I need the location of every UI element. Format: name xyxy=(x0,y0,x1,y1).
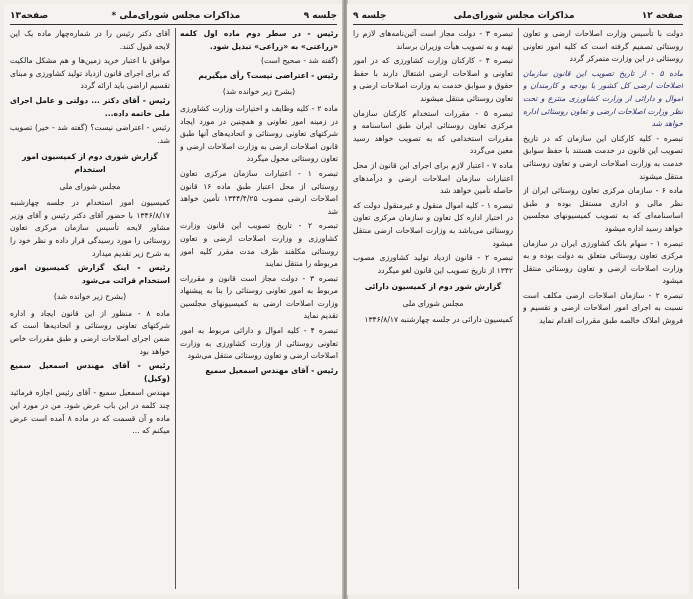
left-session-label: جلسه ۹ xyxy=(303,11,337,21)
note-text: تبصره ۱ - اعتبارات سازمان مرکزی تعاون روستائی از محل اعتبار طبق ماده ۱۶ قانون اصلاحات ارضی مصوب ۱۳۴۴/۴/۲۵ تأمین خواهد شد xyxy=(180,168,338,216)
section-heading: گزارش شور دوم از کمیسیون دارائی xyxy=(364,282,502,292)
right-page xyxy=(347,4,689,595)
note-text: تبصره ۲ - سازمان اصلاحات ارضی مکلف است نسبت به اجرای امور اصلاحات ارضی و تقسیم و فروش املاک خالصه طبق مقررات اقدام نماید xyxy=(523,290,683,326)
note-text: تبصره ۴ - کارکنان وزارت کشاورزی که در امور تعاونی و اصلاحات ارضی اشتغال دارند با حفظ حقوق و سوابق خدمت به وزارت اصلاحات ارضی و تعاون روستائی منتقل میشوند xyxy=(353,56,513,103)
speaker-line: رئیس - اینک گزارش کمیسیون امور استخدام قرائت می‌شود xyxy=(10,263,170,285)
right-page-column-left xyxy=(353,28,513,591)
left-page-column-right xyxy=(10,28,170,591)
note-text: تبصره ۲ - قانون ازدیاد تولید کشاورزی مصوب ۱۳۴۲ از تاریخ تصویب این قانون لغو میگردد xyxy=(353,253,513,275)
article-text: ماده ۷ - اعتبار لازم برای اجرای این قانون از محل اعتبارات سازمان اصلاحات ارضی و درآمدهای حاصله تأمین خواهد شد xyxy=(353,160,513,196)
paragraph: رئیس - اعتراضی نیست؟ (گفته شد - خیر) تصویب شد. xyxy=(10,123,170,145)
note-text: تبصره ۱ - سهام بانک کشاورزی ایران در سازمان مرکزی تعاون روستائی متعلق به دولت بوده و به وزارت اصلاحات ارضی و تعاون روستائی منتقل میشود xyxy=(523,238,683,286)
article-text-annotated: ماده ۵ - از تاریخ تصویب این قانون سازمان اصلاحات ارضی کل کشور با بودجه و کارمندان و اموال و دارائی از وزارت کشاورزی منتزع و تحت نظر وزارت اصلاحات ارضی و تعاون روستائی اداره خواهد شد xyxy=(523,68,683,129)
speaker-line: رئیس - آقای مهندس اسمعیل سمیع xyxy=(205,365,338,375)
note-text: تبصره ۲ - تاریخ تصویب این قانون وزارت کشاورزی و وزارت اصلاحات ارضی و تعاون روستائی مکلفند ظرف مدت مقرر کلیه امور مربوطه را منتقل نمایند xyxy=(180,221,338,269)
note-text: تبصره ۴ - کلیه اموال و دارائی مربوط به امور تعاونی روستائی از وزارت کشاورزی به وزارت اصلاحات ارضی و تعاون روستائی منتقل می‌شود xyxy=(180,326,338,361)
reading-note: (بشرح زیر خوانده شد) xyxy=(53,292,127,302)
note-text: تبصره ۳ - دولت مجاز است آئین‌نامه‌های لازم را تهیه و به تصویب هیأت وزیران برساند xyxy=(353,29,513,51)
speaker-line: رئیس - آقای دکتر ... دولتی و عامل اجرای ملی خاتمه داده... xyxy=(10,95,170,118)
left-page-header xyxy=(10,8,337,25)
left-page xyxy=(4,4,343,595)
right-session-label: جلسه ۹ xyxy=(353,11,387,21)
right-header-title: مذاکرات مجلس شورای‌ملی xyxy=(453,11,575,21)
right-page-column-right xyxy=(523,28,683,591)
paragraph: موافق با اعتبار خرید زمین‌ها و هم مشکل مالکیت که برای اجرای قانون ازدیاد تولید کشاورزی و مبنای تقسیم اراضی باید ارائه گردد xyxy=(10,56,170,91)
right-page-header xyxy=(353,8,683,25)
note-text: تبصره ۱ - کلیه اموال منقول و غیرمنقول دولت که در اختیار اداره کل تعاون و سازمان مرکزی تعاون روستائی می‌باشد به وزارت اصلاحات ارضی منتقل میشود xyxy=(353,200,513,248)
column-divider xyxy=(518,28,519,589)
article-text: ماده ۲ - کلیه وظایف و اختیارات وزارت کشاورزی در زمینه امور تعاونی و همچنین در مورد ایجاد شرکتهای تعاونی روستائی و اتحادیه‌های آنها طبق قانون اصلاحات ارضی به وزارت اصلاحات ارضی و تعاون روستائی محول میگردد xyxy=(180,103,338,164)
section-heading: گزارش شوری دوم از کمیسیون امور استخدام xyxy=(22,152,158,174)
right-page-number: صفحه ۱۲ xyxy=(641,11,683,21)
paragraph: (گفته شد - صحیح است) xyxy=(261,56,338,66)
left-header-title: مذاکرات مجلس شورای‌ملی * xyxy=(111,11,241,21)
speaker-line: رئیس - اعتراضی نیست؟ رأی میگیریم xyxy=(198,70,338,80)
speaker-line: رئیس - آقای مهندس اسمعیل سمیع (وکیل) xyxy=(10,361,170,383)
speaker-line: رئیس - در سطر دوم ماده اول کلمه «زراعتی» به «زراعی» تبدیل شود. xyxy=(180,29,338,51)
paragraph: کمیسیون امور استخدام در جلسه چهارشنبه ۱۳۴۶/۸/۱۷ با حضور آقای دکتر رئیس و آقای وزیر مشاور لایحه تأسیس سازمان مرکزی تعاون روستائی را مورد رسیدگی قرار داده و نظر خود را به شرح زیر تقدیم میدارد xyxy=(10,198,170,258)
note-text: تبصره - کلیه کارکنان این سازمان که در تاریخ تصویب این قانون در خدمت هستند با حفظ سوابق خدمت به وزارت اصلاحات ارضی و تعاون روستائی منتقل میشوند xyxy=(523,133,683,181)
reading-note: (بشرح زیر خوانده شد) xyxy=(222,87,296,97)
paragraph: کمیسیون دارائی در جلسه چهارشنبه ۱۳۴۶/۸/۱۷ xyxy=(364,315,513,325)
note-text: تبصره ۳ - دولت مجاز است قانون و مقررات مربوط به امور تعاونی روستائی را بنا به پیشنهاد وزارت اصلاحات ارضی به کمیسیونهای مجلسین تقدیم نماید xyxy=(180,273,338,321)
article-text: ماده ۸ - منظور از این قانون ایجاد و اداره شرکتهای تعاونی روستائی و اتحادیه‌ها است که ضمن اجرای اصلاحات ارضی و طبق مقررات خاص خواهد بود xyxy=(10,308,170,356)
note-text: تبصره ۵ - مقررات استخدام کارکنان سازمان مرکزی تعاون روستائی ایران طبق اساسنامه و مقررات استخدامی که به تصویب خواهد رسید معین می‌گردد xyxy=(353,108,513,156)
column-divider xyxy=(175,28,176,589)
paragraph: آقای دکتر رئیس را در شماره‌چهار ماده یک این لایحه قبول کنند. xyxy=(10,29,170,51)
left-page-number: صفحه۱۳ xyxy=(10,11,49,21)
section-subheading: مجلس شورای ملی xyxy=(59,181,121,191)
section-subheading: مجلس شورای ملی xyxy=(402,298,464,308)
paragraph: مهندس اسمعیل سمیع - آقای رئیس اجازه فرمائید چند کلمه در این باب عرض شود. من در مورد این ماده و آن قسمت که در ماده ۸ آمده است عرض میکنم که ... xyxy=(10,388,170,436)
paragraph: دولت با تأسیس وزارت اصلاحات ارضی و تعاون روستائی تصمیم گرفته است که کلیه امور تعاونی روستائی در این وزارت متمرکز گردد xyxy=(523,29,683,64)
article-text: ماده ۶ - سازمان مرکزی تعاون روستائی ایران از نظر مالی و اداری مستقل بوده و طبق اساسنامه‌ای که به تصویب کمیسیونهای مجلسین خواهد رسید اداره میشود xyxy=(523,186,683,233)
left-page-column-left xyxy=(180,28,338,591)
